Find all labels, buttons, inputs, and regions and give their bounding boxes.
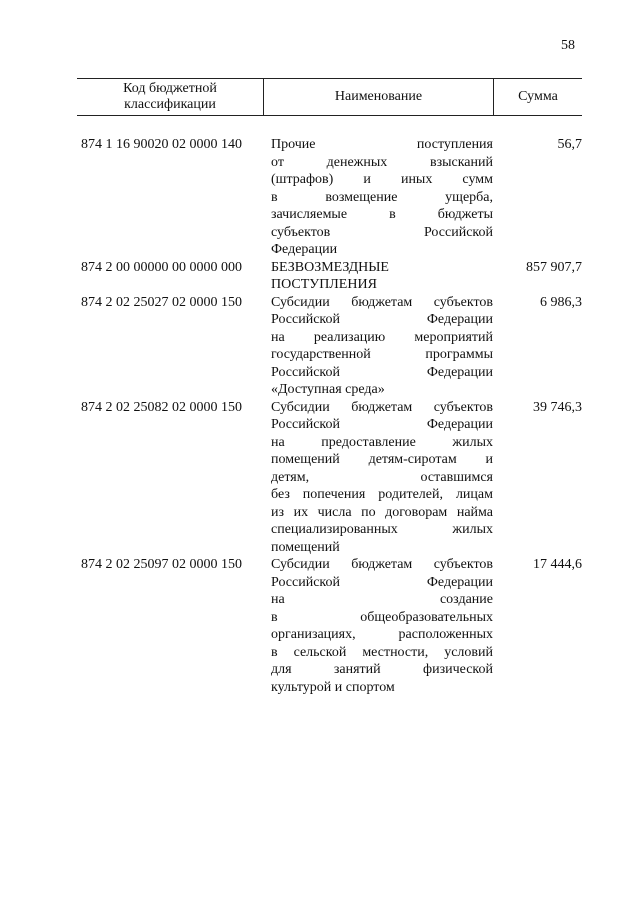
table-body (77, 136, 582, 696)
row-sum: 857 907,7 (526, 259, 582, 275)
row-name-line: в общеобразовательных (271, 609, 493, 625)
row-name-line: специализированных жилых (271, 522, 493, 537)
table-row (77, 294, 582, 399)
row-name-line: БЕЗВОЗМЕЗДНЫЕ (271, 259, 389, 275)
row-name-line: детям, оставшимся (271, 469, 493, 485)
row-sum: 39 746,3 (533, 399, 582, 415)
row-name-line: зачисляемые в бюджеты (271, 207, 493, 222)
header-sum-cell: Сумма (518, 89, 558, 104)
row-name-line: (штрафов) и иных сумм (271, 172, 493, 187)
row-name-line: Субсидии бюджетам субъектов (271, 557, 493, 572)
header-code-cell (77, 79, 263, 115)
row-name-line: «Доступная среда» (271, 382, 385, 397)
row-name-line: культурой и спортом (271, 679, 395, 695)
row-name (271, 259, 493, 294)
row-name-line: организациях, расположенных (271, 627, 493, 642)
row-name (271, 136, 493, 259)
row-sum: 17 444,6 (533, 557, 582, 572)
row-code: 874 2 00 00000 00 0000 000 (81, 259, 242, 275)
row-name-line: ПОСТУПЛЕНИЯ (271, 277, 377, 292)
row-name-line: Федерации (271, 242, 338, 257)
row-name-line: Российской Федерации (271, 417, 493, 432)
row-name-line: в возмещение ущерба, (271, 189, 493, 205)
row-sum: 6 986,3 (540, 294, 582, 310)
row-sum: 56,7 (557, 137, 582, 152)
row-name-line: Субсидии бюджетам субъектов (271, 294, 493, 310)
table-header (77, 78, 582, 116)
table-row (77, 399, 582, 557)
page-number: 58 (561, 38, 575, 53)
table-row (77, 136, 582, 259)
row-code: 874 2 02 25082 02 0000 150 (81, 399, 242, 415)
row-name-line: Российской Федерации (271, 312, 493, 327)
row-name (271, 294, 493, 399)
row-name-line: в сельской местности, условий (271, 644, 493, 660)
row-name-line: Прочие поступления (271, 137, 493, 152)
row-code: 874 2 02 25097 02 0000 150 (81, 557, 242, 572)
row-name-line: на реализацию мероприятий (271, 329, 493, 345)
row-name (271, 399, 493, 557)
header-code-line: Код бюджетной (123, 81, 217, 96)
table-row (77, 259, 582, 294)
row-name-line: государственной программы (271, 347, 493, 362)
header-name-cell: Наименование (334, 89, 423, 104)
row-name-line: Субсидии бюджетам субъектов (271, 399, 493, 415)
row-name (271, 556, 493, 696)
row-name-line: помещений детям-сиротам и (271, 452, 493, 467)
row-code: 874 2 02 25027 02 0000 150 (81, 294, 242, 310)
row-code: 874 1 16 90020 02 0000 140 (81, 137, 242, 152)
row-name-line: на предоставление жилых (271, 434, 493, 450)
row-name-line: на создание (271, 592, 493, 607)
row-name-line: из их числа по договорам найма (271, 504, 493, 520)
row-name-line: для занятий физической (271, 662, 493, 677)
header-code-line: классификации (124, 97, 216, 112)
row-name-line: без попечения родителей, лицам (271, 487, 493, 502)
row-name-line: от денежных взысканий (271, 154, 493, 170)
row-name-line: субъектов Российской (271, 224, 493, 240)
row-name-line: Российской Федерации (271, 574, 493, 590)
row-name-line: Российской Федерации (271, 364, 493, 380)
row-name-line: помещений (271, 539, 340, 555)
table-row (77, 556, 582, 696)
